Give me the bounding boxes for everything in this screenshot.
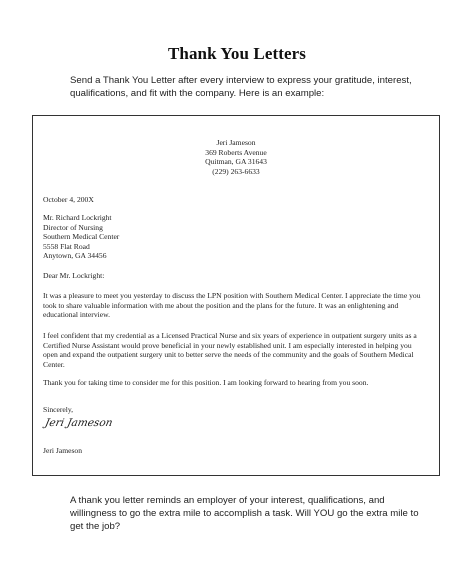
sender-city: Quitman, GA 31643 — [205, 157, 267, 167]
letter-paragraph: I feel confident that my credential as a Licensed Practical Nurse and six years of experience in outpatient surgery units as a Certified Nurse Assistant would prove beneficial in your newly established unit. I am especially interested in helping you open and expand the outpatient surgery unit to better serve the needs of the community and the goals of Southern Medical Center. — [43, 331, 417, 369]
typed-name: Jeri Jameson — [43, 446, 83, 455]
recipient-street: 5558 Flat Road — [43, 241, 90, 251]
recipient-title: Director of Nursing — [43, 222, 103, 232]
salutation: Dear Mr. Lockright: — [43, 271, 105, 280]
example-letter — [32, 115, 440, 476]
recipient-city: Anytown, GA 34456 — [43, 251, 107, 261]
letter-paragraph: It was a pleasure to meet you yesterday to discuss the LPN position with Southern Medical Center. I appreciate the time you took to share valuable information with me about the position and the plans for the future. It was an enlightening and educational interview. — [43, 291, 421, 320]
recipient-name: Mr. Richard Lockright — [43, 213, 112, 222]
sender-street: 369 Roberts Avenue — [205, 147, 267, 157]
sender-phone: (229) 263-6633 — [212, 166, 260, 176]
recipient-address — [43, 213, 423, 261]
closing: Sincerely, — [43, 405, 74, 414]
letter-date: October 4, 200X — [43, 195, 94, 204]
page-title: Thank You Letters — [167, 44, 307, 63]
handwritten-signature: Jeri Jameson — [43, 417, 114, 429]
sender-name: Jeri Jameson — [216, 138, 256, 147]
sender-address — [33, 138, 439, 176]
intro-text: Send a Thank You Letter after every interview to express your gratitude, interest, qualifications, and fit with the company. Here is an example: — [70, 75, 412, 99]
footer-text: A thank you letter reminds an employer of your interest, qualifications, and willingness to go the extra mile to accomplish a task. Will YOU go the extra mile to get the job? — [70, 495, 419, 532]
letter-paragraph: Thank you for taking time to consider me for this position. I am looking forward to hearing from you soon. — [43, 378, 369, 387]
recipient-organization: Southern Medical Center — [43, 232, 120, 242]
